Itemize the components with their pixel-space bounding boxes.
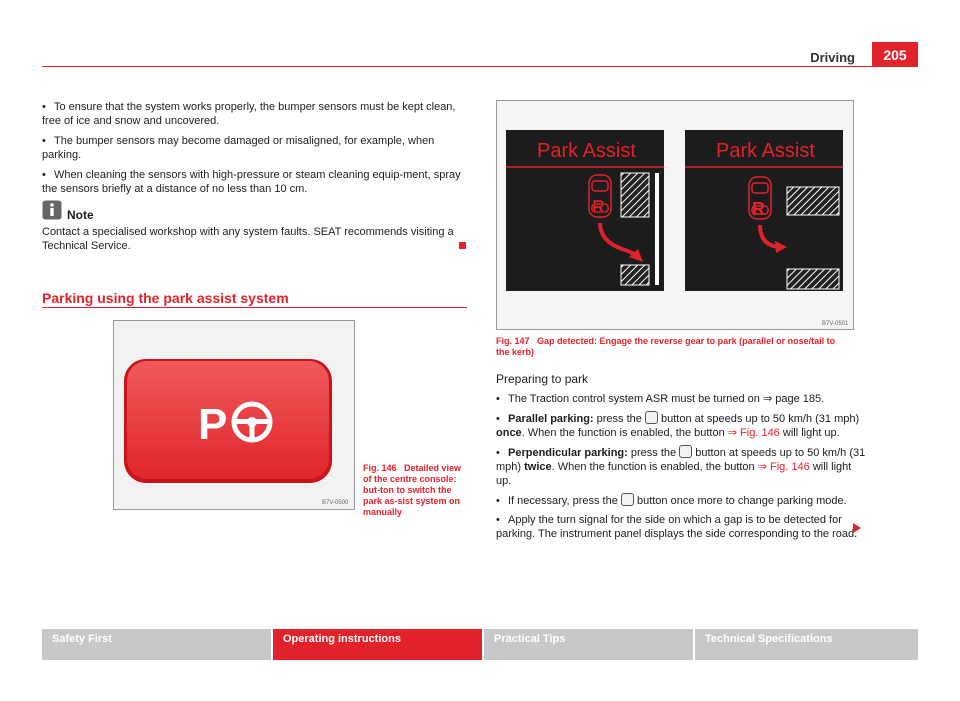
figure-code: B7V-0500	[322, 500, 349, 506]
svg-text:Park Assist: Park Assist	[716, 140, 815, 162]
figure-147-caption: Fig. 147 Gap detected: Engage the reverse gear to park (parallel or nose/tail to the kerb)	[496, 336, 836, 357]
figure-146-caption: Fig. 146 Detailed view of the centre console: but-ton to switch the park as-sist system on manually	[363, 463, 462, 517]
svg-text:Park Assist: Park Assist	[537, 140, 636, 162]
list-item: • To ensure that the system works properly, the bumper sensors must be kept clean, free of ice and snow and uncovered.	[42, 101, 456, 127]
footer-tab-operating-instructions[interactable]: Operating instructions	[273, 629, 482, 660]
bullet-icon: •	[496, 495, 500, 507]
preparing-section	[496, 372, 866, 541]
list-item: • Apply the turn signal for the side on which a gap is to be detected for parking. The instrument panel displays the side corresponding to the road.	[496, 514, 858, 540]
bullet-icon: •	[42, 101, 46, 113]
section-title: Parking using the park assist system	[42, 290, 289, 306]
list-item: • If necessary, press the button once more to change parking mode.	[496, 495, 847, 507]
bullet-icon: •	[496, 413, 500, 425]
continue-arrow-icon	[853, 523, 861, 533]
list-item: • Perpendicular parking: press the button at speeds up to 50 km/h (31 mph) twice. When the function is enabled, the button ⇒ Fig. 146 will light up.	[496, 447, 866, 487]
svg-text:P: P	[198, 400, 228, 449]
list-item: • The bumper sensors may become damaged or misaligned, for example, when parking.	[42, 135, 435, 161]
list-item: • The Traction control system ASR must be turned on ⇒ page 185.	[496, 393, 825, 405]
info-icon	[42, 200, 62, 225]
figure-link[interactable]: ⇒ Fig. 146	[727, 427, 780, 439]
figure-147	[496, 100, 854, 330]
list-item: • Parallel parking: press the button at speeds up to 50 km/h (31 mph) once. When the function is enabled, the button ⇒ Fig. 146 will light up.	[496, 413, 860, 439]
park-assist-button-icon	[679, 445, 692, 458]
bullet-icon: •	[496, 393, 500, 405]
park-assist-button-illustration	[114, 321, 354, 509]
left-bullet-list	[42, 100, 467, 196]
figure-code: B7V-0501	[822, 321, 849, 327]
svg-text:R: R	[752, 199, 765, 219]
section-rule	[42, 307, 467, 308]
footer-tab-safety-first[interactable]: Safety First	[42, 629, 271, 660]
svg-text:R: R	[592, 197, 605, 217]
bullet-icon: •	[496, 514, 500, 526]
note-text: Contact a specialised workshop with any system faults. SEAT recommends visiting a Technical Service.	[42, 226, 454, 252]
footer-tab-practical-tips[interactable]: Practical Tips	[484, 629, 693, 660]
subheading: Preparing to park	[496, 372, 589, 386]
park-assist-button-icon	[621, 493, 634, 506]
header-rule	[42, 66, 918, 67]
park-assist-display-illustration	[497, 101, 853, 329]
figure-link[interactable]: ⇒ Fig. 146	[757, 461, 810, 473]
park-assist-button-icon	[645, 411, 658, 424]
page-number: 205	[872, 42, 918, 66]
note-title: Note	[67, 208, 94, 222]
footer-tab-technical-specifications[interactable]: Technical Specifications	[695, 629, 918, 660]
list-item: • When cleaning the sensors with high-pressure or steam cleaning equip-ment, spray the sensors briefly at a distance of no less than 10 cm.	[42, 169, 461, 195]
bullet-icon: •	[42, 169, 46, 181]
end-marker-icon	[459, 242, 466, 249]
bullet-icon: •	[496, 447, 500, 459]
running-header: Driving	[810, 50, 855, 65]
figure-146	[113, 320, 355, 510]
bullet-icon: •	[42, 135, 46, 147]
